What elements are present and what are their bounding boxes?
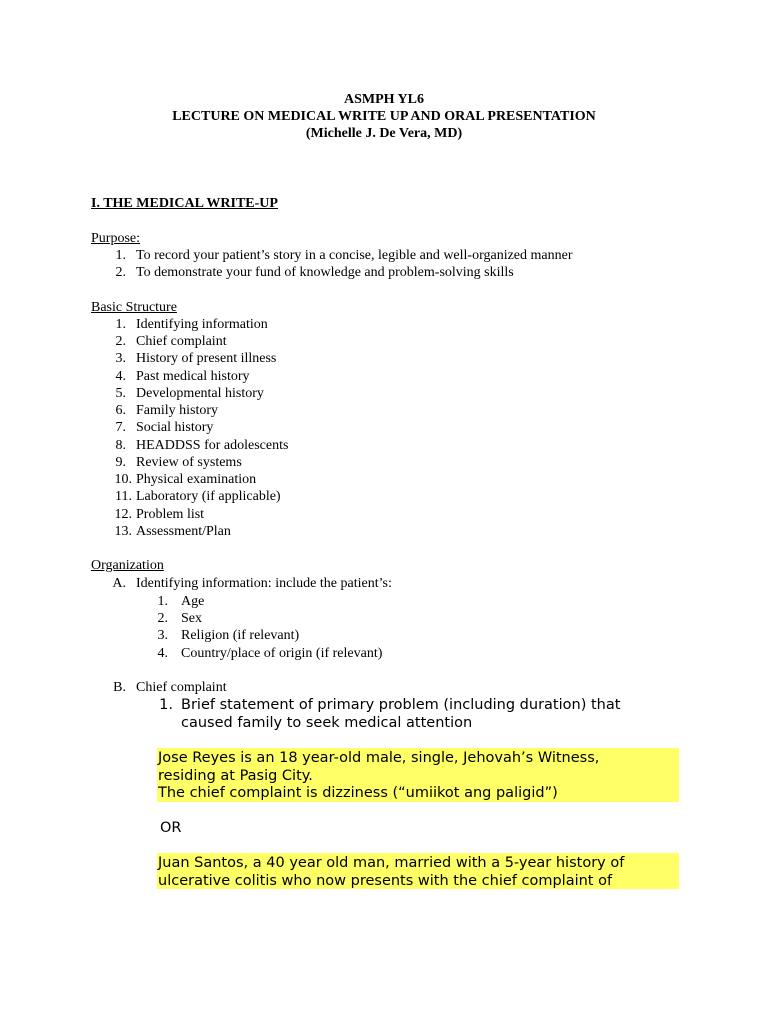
list-item-number: A. (112, 576, 126, 591)
header-course: ASMPH YL6 (344, 92, 424, 107)
list-item: Past medical history (136, 369, 250, 384)
purpose-heading: Purpose: (91, 231, 140, 246)
list-item: Problem list (136, 507, 205, 522)
list-item-number: 3. (115, 351, 126, 366)
list-item: Country/place of origin (if relevant) (181, 646, 383, 661)
list-item-number: 1. (115, 317, 126, 332)
list-item: Chief complaint (136, 334, 227, 349)
or-separator: OR (160, 820, 182, 836)
list-item-number: 4. (157, 646, 168, 661)
example-line: The chief complaint is dizziness (“umiikot ang paligid”) (158, 785, 558, 801)
list-item: Physical examination (136, 472, 257, 487)
chief-complaint-definition-line: caused family to seek medical attention (181, 715, 473, 731)
list-item: Laboratory (if applicable) (136, 489, 281, 504)
list-item-number: 13. (114, 524, 132, 539)
list-item-number: 8. (115, 438, 126, 453)
document-header (0, 91, 768, 142)
list-item-number: 7. (115, 420, 126, 435)
organization-heading: Organization (91, 558, 164, 573)
list-item: Identifying information (136, 317, 268, 332)
list-item: History of present illness (136, 351, 277, 366)
list-item: Age (181, 594, 205, 609)
header-lecture-title: LECTURE ON MEDICAL WRITE UP AND ORAL PRESENTATION (172, 109, 596, 124)
list-item: Developmental history (136, 386, 264, 401)
example-line: ulcerative colitis who now presents with the chief complaint of (158, 873, 613, 889)
list-item-number: 3. (157, 628, 168, 643)
list-item-number: 1. (159, 697, 173, 713)
header-author: (Michelle J. De Vera, MD) (305, 126, 463, 141)
chief-complaint-definition-line: Brief statement of primary problem (including duration) that (181, 697, 621, 713)
list-item: Religion (if relevant) (181, 628, 300, 643)
list-item-number: 1. (157, 594, 168, 609)
list-item-number: 4. (115, 369, 126, 384)
list-item-number: 6. (115, 403, 126, 418)
example-line: Jose Reyes is an 18 year-old male, single, Jehovah’s Witness, (158, 750, 600, 766)
example-line: residing at Pasig City. (158, 768, 313, 784)
section-title: I. THE MEDICAL WRITE-UP (91, 196, 278, 211)
list-item: Sex (181, 611, 202, 626)
list-item-number: B. (113, 680, 126, 695)
list-item-number: 9. (115, 455, 126, 470)
list-item-number: 10. (114, 472, 132, 487)
list-item-number: 2. (115, 334, 126, 349)
list-item: Review of systems (136, 455, 242, 470)
chief-complaint-item: Chief complaint (136, 680, 227, 695)
list-item-number: 12. (114, 507, 132, 522)
example-line: Juan Santos, a 40 year old man, married with a 5-year history of (158, 855, 625, 871)
identifying-information-item: Identifying information: include the patient’s: (136, 576, 392, 591)
list-item-number: 5. (115, 386, 126, 401)
list-item-number: 2. (115, 265, 126, 280)
list-item-number: 2. (157, 611, 168, 626)
list-item-number: 11. (115, 489, 132, 504)
list-item: Social history (136, 420, 214, 435)
list-item: Assessment/Plan (136, 524, 231, 539)
list-item: To record your patient’s story in a concise, legible and well-organized manner (136, 248, 573, 263)
list-item: Family history (136, 403, 219, 418)
list-item-number: 1. (115, 248, 126, 263)
list-item: HEADDSS for adolescents (136, 438, 289, 453)
basic-structure-heading: Basic Structure (91, 300, 177, 315)
list-item: To demonstrate your fund of knowledge and problem-solving skills (136, 265, 514, 280)
